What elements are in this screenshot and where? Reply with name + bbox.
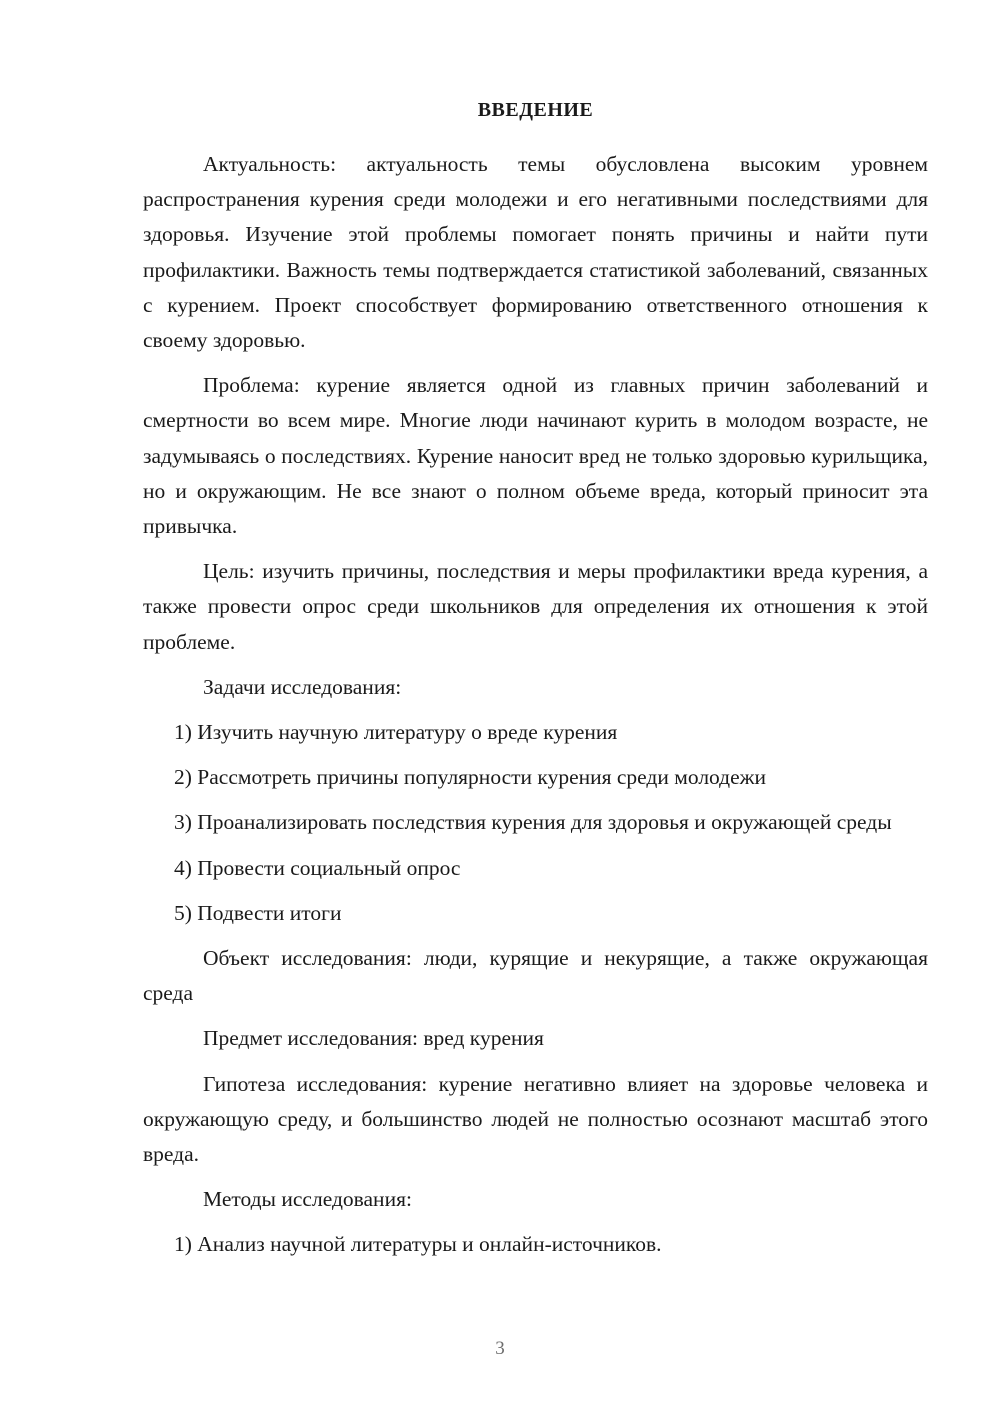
paragraph-hypothesis: Гипотеза исследования: курение негативно влияет на здоровье человека и окружающую среду, и большинство людей не полностью осознают масштаб этого вреда.: [143, 1071, 928, 1167]
page-number: 3: [495, 1338, 505, 1359]
page-title: ВВЕДЕНИЕ: [477, 99, 594, 121]
task-item: 5) Подвести итоги: [174, 900, 342, 925]
methods-heading: Методы исследования:: [203, 1187, 412, 1212]
paragraph-object: Объект исследования: люди, курящие и некурящие, а также окружающая среда: [143, 946, 928, 1006]
task-item: 4) Провести социальный опрос: [174, 855, 461, 880]
task-item: 3) Проанализировать последствия курения для здоровья и окружающей среды: [174, 810, 892, 835]
paragraph-relevance: Актуальность: актуальность темы обусловлена высоким уровнем распространения курения среди молодежи и его негативными последствиями для здоровья. Изучение этой проблемы помогает понять причины и найти пути профилактики. Важность темы подтверждается статистикой заболеваний, связанных с курением. Проект способствует формированию ответственного отношения к своему здоровью.: [143, 152, 928, 353]
paragraph-subject: Предмет исследования: вред курения: [203, 1026, 544, 1051]
method-item: 1) Анализ научной литературы и онлайн-источников.: [174, 1232, 662, 1257]
document-page: [143, 95, 928, 1263]
paragraph-problem: Проблема: курение является одной из главных причин заболеваний и смертности во всем мире. Многие люди начинают курить в молодом возрасте, не задумываясь о последствиях. Курение наносит вред не только здоровью курильщика, но и окружающим. Не все знают о полном объеме вреда, который приносит эта привычка.: [143, 373, 928, 539]
task-item: 2) Рассмотреть причины популярности курения среди молодежи: [174, 765, 767, 790]
paragraph-goal: Цель: изучить причины, последствия и меры профилактики вреда курения, а также провести опрос среди школьников для определения их отношения к этой проблеме.: [143, 559, 928, 654]
task-item: 1) Изучить научную литературу о вреде курения: [174, 720, 618, 745]
tasks-heading: Задачи исследования:: [203, 674, 402, 699]
